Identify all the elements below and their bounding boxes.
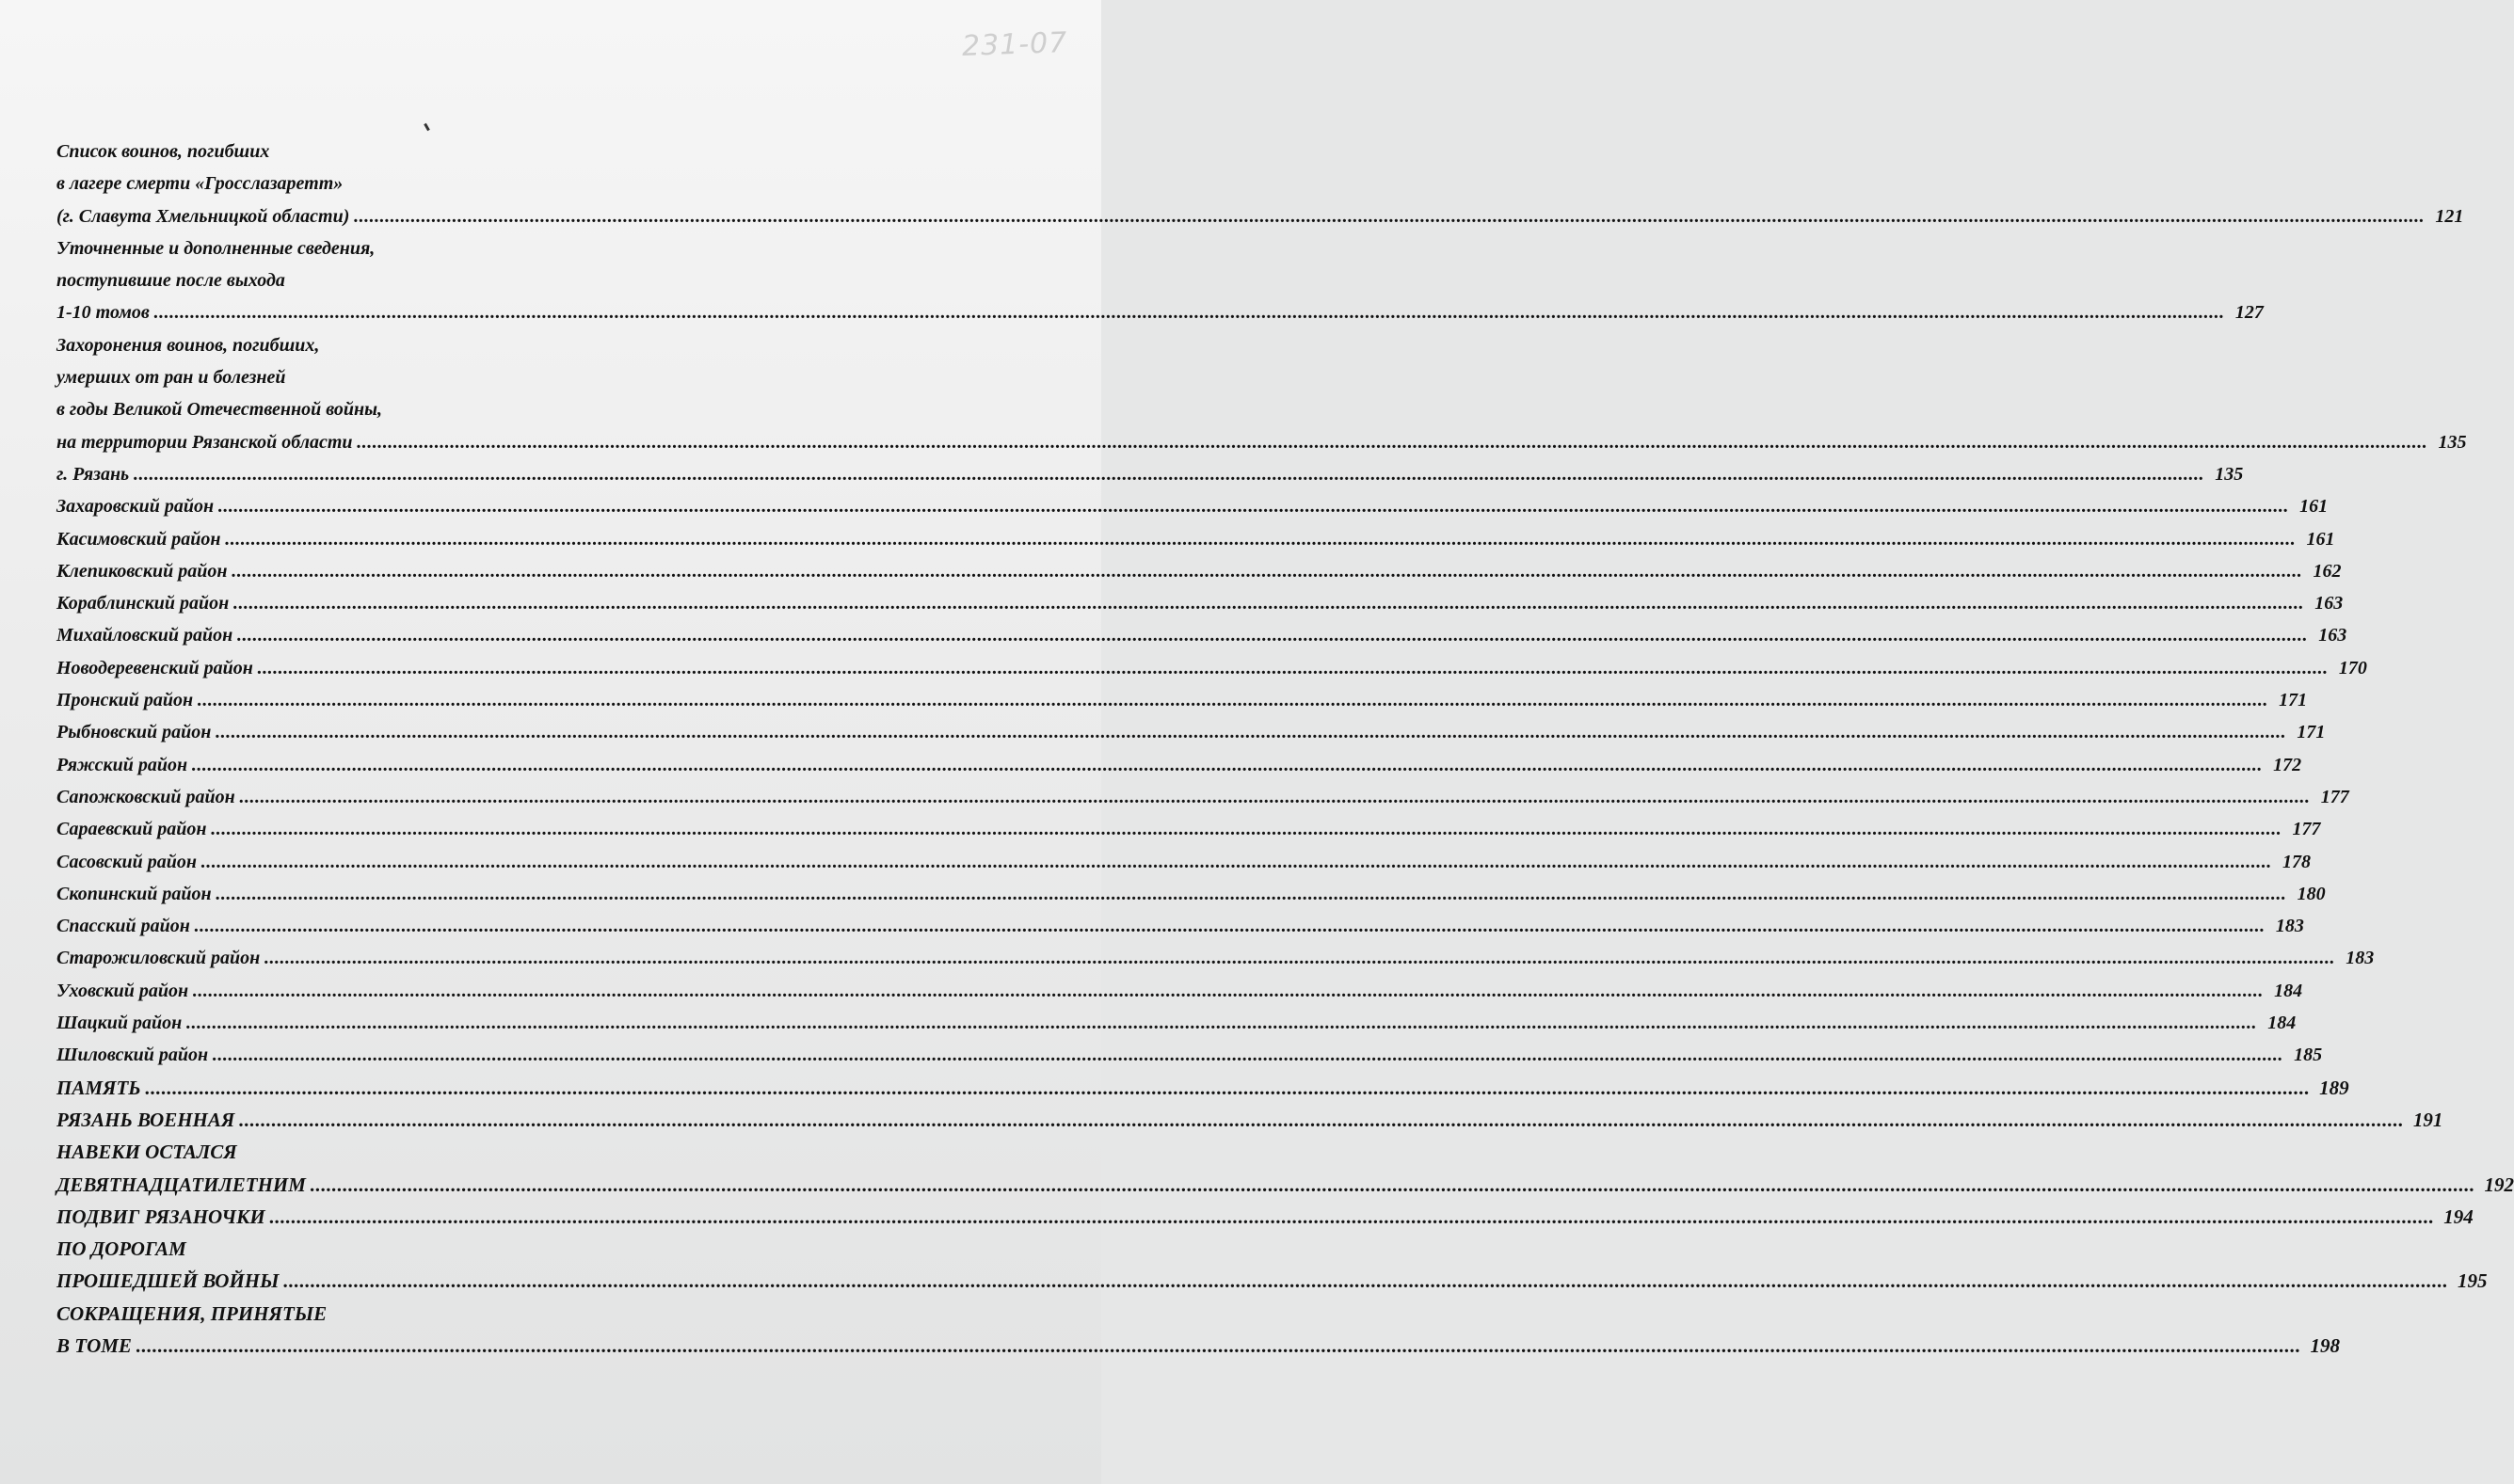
- toc-entry-title: Ряжский район: [56, 754, 188, 775]
- toc-page-number: 192: [2484, 1173, 2514, 1196]
- toc-entry-final-line: [56, 1169, 2514, 1201]
- toc-entry-title: СОКРАЩЕНИЯ, ПРИНЯТЫЕ: [56, 1301, 328, 1325]
- toc-entry-final-line: [56, 1330, 2340, 1362]
- toc-entry-final-line: [56, 458, 2244, 490]
- toc-entry-title: Захаровский район: [56, 496, 215, 518]
- toc-page-number: 195: [2458, 1269, 2488, 1293]
- toc-page-number: 135: [2215, 463, 2244, 485]
- toc-entry-final-line: [56, 910, 2304, 942]
- toc-entry-title: Уховский район: [56, 980, 189, 1001]
- toc-page-number: 162: [2313, 560, 2342, 582]
- toc-entry-final-line: [56, 1265, 2488, 1297]
- toc-page-number: 184: [2267, 1013, 2297, 1034]
- toc-page-number: 191: [2412, 1108, 2443, 1131]
- toc-entry-line: [56, 136, 1005, 168]
- toc-entry-line: [56, 361, 1005, 393]
- toc-entry[interactable]: [56, 716, 2326, 748]
- dot-leader: ................................................................................................................................................................................................................................................................................................................................................................................................................: [133, 463, 2204, 485]
- toc-page-number: 184: [2274, 980, 2303, 1001]
- toc-entry[interactable]: [56, 813, 2321, 845]
- stray-mark: [424, 123, 430, 131]
- dot-leader: ................................................................................................................................................................................................................................................................................................................................................................................................................: [224, 528, 2296, 550]
- toc-entry-final-line: [56, 426, 2467, 458]
- toc-entry[interactable]: [56, 1072, 2349, 1104]
- toc-page-number: 198: [2310, 1333, 2340, 1357]
- toc-entry-final-line: [56, 555, 2342, 587]
- toc-entry-title: ПОДВИГ РЯЗАНОЧКИ: [56, 1205, 265, 1228]
- table-of-contents: [56, 136, 2514, 1362]
- toc-entry-line: [56, 1136, 1005, 1168]
- toc-entry[interactable]: [56, 878, 2326, 910]
- toc-entry-title: Касимовский район: [56, 528, 221, 550]
- toc-entry[interactable]: [56, 910, 2304, 942]
- toc-entry-title: Кораблинский район: [56, 593, 230, 614]
- toc-entry-final-line: [56, 684, 2308, 716]
- toc-entry-line: [56, 329, 1005, 361]
- toc-page-number: 127: [2234, 302, 2264, 324]
- toc-entry-final-line: [56, 749, 2302, 781]
- toc-entry[interactable]: [56, 619, 2347, 651]
- toc-entry[interactable]: [56, 749, 2302, 781]
- toc-page-number: 183: [2346, 948, 2375, 969]
- toc-entry-line: [56, 264, 1005, 296]
- toc-entry-line: [56, 168, 1005, 199]
- toc-entry-final-line: [56, 587, 2344, 619]
- toc-entry-final-line: [56, 942, 2375, 974]
- dot-leader: ................................................................................................................................................................................................................................................................................................................................................................................................................: [135, 1333, 2300, 1357]
- toc-entry-title: (г. Славута Хмельницкой области): [56, 205, 350, 227]
- toc-entry[interactable]: [56, 652, 2367, 684]
- toc-entry-final-line: [56, 652, 2367, 684]
- toc-entry-title: умерших от ран и болезней: [56, 367, 286, 389]
- toc-entry-title: Сасовский район: [56, 851, 198, 872]
- toc-entry[interactable]: [56, 555, 2342, 587]
- dot-leader: ................................................................................................................................................................................................................................................................................................................................................................................................................: [236, 625, 2308, 646]
- dot-leader: ................................................................................................................................................................................................................................................................................................................................................................................................................: [309, 1173, 2474, 1196]
- toc-entry-line: [56, 232, 1005, 264]
- toc-entry-title: Новодеревенский район: [56, 657, 253, 678]
- toc-entry[interactable]: [56, 942, 2375, 974]
- toc-entry-title: Спасский район: [56, 916, 190, 937]
- toc-page-number: 178: [2282, 851, 2312, 872]
- toc-entry-title: Шацкий район: [56, 1013, 183, 1034]
- toc-page-number: 185: [2294, 1045, 2323, 1066]
- toc-entry-final-line: [56, 1104, 2443, 1136]
- toc-entry-title: 1-10 томов: [56, 302, 150, 324]
- toc-entry-title: на территории Рязанской области: [56, 431, 353, 453]
- toc-page-number: 161: [2306, 528, 2335, 550]
- dot-leader: ................................................................................................................................................................................................................................................................................................................................................................................................................: [193, 916, 2265, 937]
- toc-entry[interactable]: [56, 1104, 2443, 1136]
- toc-entry-line: [56, 1298, 1005, 1330]
- toc-entry-line: [56, 393, 1005, 425]
- toc-entry[interactable]: [56, 587, 2344, 619]
- dot-leader: ................................................................................................................................................................................................................................................................................................................................................................................................................: [217, 496, 2289, 518]
- toc-entry-final-line: [56, 846, 2312, 878]
- dot-leader: ................................................................................................................................................................................................................................................................................................................................................................................................................: [212, 1045, 2283, 1066]
- toc-entry-title: Сапожковский район: [56, 786, 235, 807]
- toc-entry-title: Старожиловский район: [56, 948, 261, 969]
- toc-entry-title: ПРОШЕДШЕЙ ВОЙНЫ: [56, 1269, 280, 1293]
- toc-entry-final-line: [56, 716, 2326, 748]
- toc-entry-final-line: [56, 781, 2349, 813]
- toc-page-number: 161: [2299, 496, 2329, 518]
- dot-leader: ................................................................................................................................................................................................................................................................................................................................................................................................................: [256, 657, 2328, 678]
- toc-entry[interactable]: [56, 684, 2308, 716]
- dot-leader: ................................................................................................................................................................................................................................................................................................................................................................................................................: [215, 722, 2286, 743]
- toc-page-number: 170: [2338, 657, 2367, 678]
- toc-entry-final-line: [56, 523, 2335, 555]
- dot-leader: ................................................................................................................................................................................................................................................................................................................................................................................................................: [282, 1269, 2448, 1293]
- dot-leader: ................................................................................................................................................................................................................................................................................................................................................................................................................: [238, 1108, 2404, 1131]
- dot-leader: ................................................................................................................................................................................................................................................................................................................................................................................................................: [231, 560, 2302, 582]
- dot-leader: ................................................................................................................................................................................................................................................................................................................................................................................................................: [215, 883, 2286, 904]
- handwritten-catalog-number: 231-07: [961, 26, 1068, 63]
- toc-entry-final-line: [56, 200, 2464, 232]
- toc-entry[interactable]: [56, 490, 2329, 522]
- toc-entry[interactable]: [56, 136, 2464, 232]
- toc-entry[interactable]: [56, 523, 2335, 555]
- toc-entry-title: Шиловский район: [56, 1045, 209, 1066]
- toc-entry[interactable]: [56, 1007, 2297, 1039]
- dot-leader: ................................................................................................................................................................................................................................................................................................................................................................................................................: [197, 690, 2268, 711]
- dot-leader: ................................................................................................................................................................................................................................................................................................................................................................................................................: [210, 819, 2282, 840]
- toc-page-number: 163: [2314, 593, 2344, 614]
- toc-entry-title: в лагере смерти «Гросслазаретт»: [56, 173, 344, 195]
- toc-page-number: 189: [2319, 1076, 2349, 1099]
- dot-leader: ................................................................................................................................................................................................................................................................................................................................................................................................................: [232, 593, 2304, 614]
- toc-entry[interactable]: [56, 1233, 2488, 1298]
- toc-entry-title: ПАМЯТЬ: [56, 1076, 141, 1099]
- toc-entry-title: РЯЗАНЬ ВОЕННАЯ: [56, 1108, 235, 1131]
- toc-entry-title: Список воинов, погибших: [56, 141, 270, 162]
- toc-page-number: 172: [2273, 754, 2302, 775]
- toc-entry-final-line: [56, 490, 2329, 522]
- toc-entry[interactable]: [56, 846, 2312, 878]
- toc-entry-title: ПО ДОРОГАМ: [56, 1237, 186, 1261]
- toc-entry-title: Клепиковский район: [56, 560, 228, 582]
- toc-page-number: 171: [2279, 690, 2308, 711]
- toc-entry-title: НАВЕКИ ОСТАЛСЯ: [56, 1141, 237, 1164]
- dot-leader: ................................................................................................................................................................................................................................................................................................................................................................................................................: [353, 205, 2425, 227]
- toc-entry-final-line: [56, 813, 2321, 845]
- toc-entry-final-line: [56, 1201, 2474, 1233]
- toc-entry-title: в годы Великой Отечественной войны,: [56, 399, 383, 421]
- dot-leader: ................................................................................................................................................................................................................................................................................................................................................................................................................: [192, 980, 2264, 1001]
- toc-page-number: 121: [2435, 205, 2464, 227]
- toc-page-number: 180: [2297, 883, 2326, 904]
- toc-entry-title: Пронский район: [56, 690, 194, 711]
- dot-leader: ................................................................................................................................................................................................................................................................................................................................................................................................................: [264, 948, 2335, 969]
- toc-entry-title: Уточненные и дополненные сведения,: [56, 237, 376, 259]
- toc-entry-line: [56, 1233, 1005, 1265]
- toc-entry[interactable]: [56, 232, 2264, 329]
- toc-entry-title: Сараевский район: [56, 819, 207, 840]
- dot-leader: ................................................................................................................................................................................................................................................................................................................................................................................................................: [191, 754, 2263, 775]
- dot-leader: ................................................................................................................................................................................................................................................................................................................................................................................................................: [356, 431, 2427, 453]
- toc-entry-final-line: [56, 619, 2347, 651]
- toc-entry[interactable]: [56, 781, 2349, 813]
- toc-page-number: 135: [2438, 431, 2467, 453]
- toc-page-number: 194: [2443, 1205, 2474, 1228]
- toc-entry[interactable]: [56, 458, 2244, 490]
- toc-entry-final-line: [56, 975, 2303, 1007]
- toc-entry-title: Михайловский район: [56, 625, 233, 646]
- toc-entry[interactable]: [56, 1039, 2323, 1071]
- toc-entry[interactable]: [56, 329, 2467, 458]
- toc-entry-title: поступившие после выхода: [56, 270, 285, 292]
- dot-leader: ................................................................................................................................................................................................................................................................................................................................................................................................................: [185, 1013, 2257, 1034]
- toc-entry-title: Скопинский район: [56, 883, 212, 904]
- toc-page-number: 177: [2320, 786, 2349, 807]
- dot-leader: ................................................................................................................................................................................................................................................................................................................................................................................................................: [144, 1076, 2310, 1099]
- toc-page-number: 171: [2297, 722, 2326, 743]
- dot-leader: ................................................................................................................................................................................................................................................................................................................................................................................................................: [200, 851, 2272, 872]
- dot-leader: ................................................................................................................................................................................................................................................................................................................................................................................................................: [152, 302, 2224, 324]
- toc-page-number: 177: [2292, 819, 2321, 840]
- toc-entry-title: г. Рязань: [56, 463, 130, 485]
- dot-leader: ................................................................................................................................................................................................................................................................................................................................................................................................................: [268, 1205, 2434, 1228]
- toc-entry-title: В ТОМЕ: [56, 1333, 132, 1357]
- toc-entry-title: Захоронения воинов, погибших,: [56, 334, 320, 356]
- toc-entry-final-line: [56, 1039, 2323, 1071]
- toc-entry[interactable]: [56, 1201, 2474, 1233]
- toc-entry[interactable]: [56, 1298, 2340, 1363]
- toc-entry[interactable]: [56, 975, 2303, 1007]
- toc-entry-final-line: [56, 1072, 2349, 1104]
- dot-leader: ................................................................................................................................................................................................................................................................................................................................................................................................................: [238, 786, 2310, 807]
- toc-page-number: 163: [2318, 625, 2347, 646]
- toc-entry-final-line: [56, 878, 2326, 910]
- toc-entry-final-line: [56, 1007, 2297, 1039]
- toc-entry-title: Рыбновский район: [56, 722, 212, 743]
- toc-entry[interactable]: [56, 1136, 2514, 1201]
- toc-entry-final-line: [56, 296, 2264, 328]
- toc-page-number: 183: [2275, 916, 2304, 937]
- toc-entry-title: ДЕВЯТНАДЦАТИЛЕТНИМ: [56, 1173, 306, 1196]
